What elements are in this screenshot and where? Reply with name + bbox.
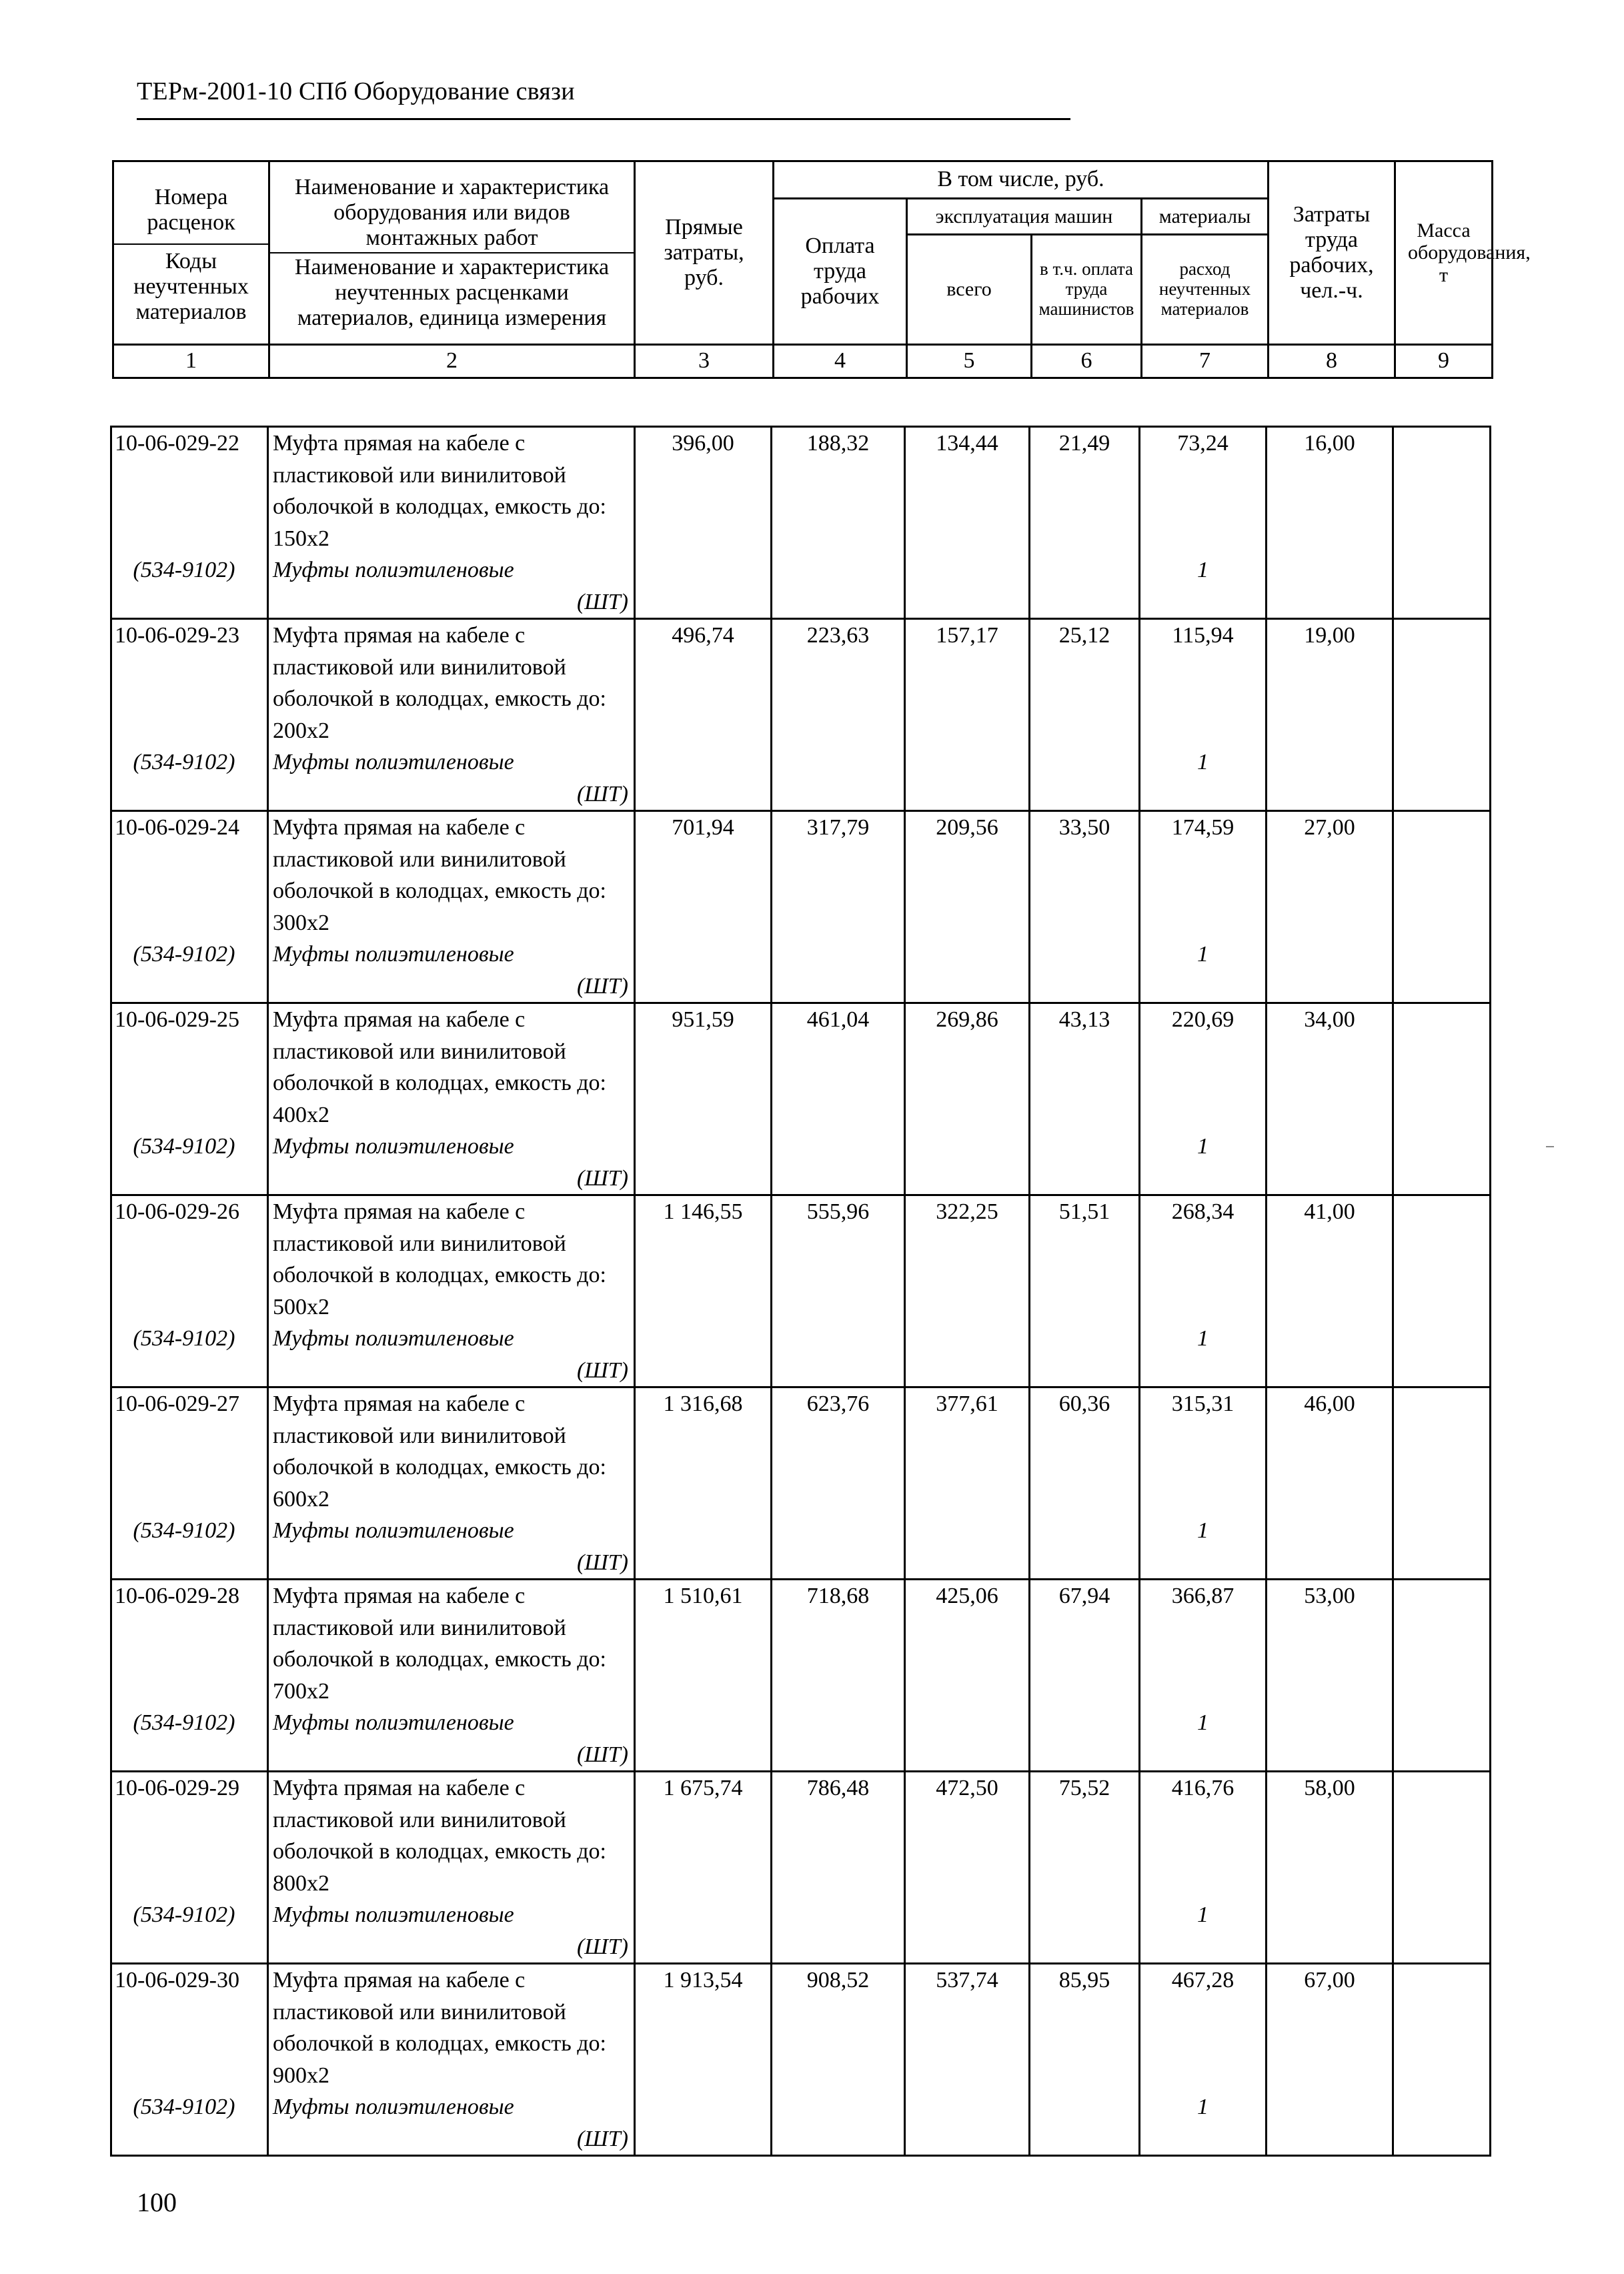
materials-cost: 73,24	[1140, 427, 1267, 555]
operators-pay: 33,50	[1030, 811, 1140, 939]
material-name: Муфты полиэтиленовые	[273, 558, 514, 582]
material-row	[111, 2091, 1491, 2156]
equipment-mass	[1393, 619, 1491, 747]
material-code: (534-9102)	[133, 1326, 235, 1351]
direct-cost: 1 675,74	[635, 1772, 772, 1900]
material-row	[111, 939, 1491, 1003]
operators-pay: 67,94	[1030, 1580, 1140, 1708]
header-incl-group: В том числе, руб.	[774, 161, 1269, 199]
header-machines-group: эксплуатация машин	[907, 199, 1142, 235]
equipment-mass	[1393, 1964, 1491, 2092]
table-row	[111, 1387, 1491, 1516]
direct-cost: 1 316,68	[635, 1387, 772, 1516]
header-col2-bottom: Наименование и характеристика неучтенных расценками материалов, единица измерения	[294, 255, 610, 331]
scan-mark	[1546, 1146, 1554, 1147]
materials-cost: 220,69	[1140, 1003, 1267, 1131]
material-code: (534-9102)	[133, 942, 235, 967]
document-title: ТЕРм-2001-10 СПб Оборудование связи	[137, 77, 575, 105]
materials-cost: 315,31	[1140, 1387, 1267, 1516]
material-unit: (ШТ)	[576, 2126, 628, 2151]
operators-pay: 43,13	[1030, 1003, 1140, 1131]
header-num: 9	[1395, 345, 1493, 378]
material-row	[111, 1899, 1491, 1964]
header-col5: всего	[907, 235, 1032, 345]
material-quantity: 1	[1197, 750, 1208, 774]
header-col6: в т.ч. оплата труда машинистов	[1032, 235, 1142, 345]
operators-pay: 60,36	[1030, 1387, 1140, 1516]
labor-pay: 188,32	[772, 427, 905, 555]
machines-total: 322,25	[905, 1195, 1030, 1323]
materials-cost: 416,76	[1140, 1772, 1267, 1900]
direct-cost: 951,59	[635, 1003, 772, 1131]
table-row	[111, 1772, 1491, 1900]
material-row	[111, 1131, 1491, 1195]
rate-code: 10-06-029-28	[111, 1580, 268, 1708]
operators-pay: 51,51	[1030, 1195, 1140, 1323]
labor-hours: 16,00	[1267, 427, 1393, 555]
material-unit: (ШТ)	[576, 1934, 628, 1959]
labor-pay: 223,63	[772, 619, 905, 747]
material-unit: (ШТ)	[576, 781, 628, 806]
header-materials-group: материалы	[1142, 199, 1269, 235]
material-quantity: 1	[1197, 1518, 1208, 1543]
material-unit: (ШТ)	[576, 1742, 628, 1767]
labor-hours: 27,00	[1267, 811, 1393, 939]
equipment-mass	[1393, 427, 1491, 555]
material-quantity: 1	[1197, 942, 1208, 967]
material-quantity: 1	[1197, 1326, 1208, 1351]
header-col1-bottom: Коды неучтенных материалов	[133, 248, 249, 325]
header-number-row	[113, 345, 1493, 378]
rate-code: 10-06-029-26	[111, 1195, 268, 1323]
machines-total: 425,06	[905, 1580, 1030, 1708]
machines-total: 134,44	[905, 427, 1030, 555]
labor-hours: 67,00	[1267, 1964, 1393, 2092]
direct-cost: 1 146,55	[635, 1195, 772, 1323]
direct-cost: 1 913,54	[635, 1964, 772, 2092]
material-name: Муфты полиэтиленовые	[273, 750, 514, 774]
material-name: Муфты полиэтиленовые	[273, 2095, 514, 2119]
rates-table	[110, 426, 1491, 2157]
material-quantity: 1	[1197, 1134, 1208, 1159]
labor-hours: 34,00	[1267, 1003, 1393, 1131]
header-num: 2	[269, 345, 635, 378]
labor-hours: 58,00	[1267, 1772, 1393, 1900]
rate-code: 10-06-029-29	[111, 1772, 268, 1900]
direct-cost: 496,74	[635, 619, 772, 747]
machines-total: 472,50	[905, 1772, 1030, 1900]
table-row	[111, 1580, 1491, 1708]
materials-cost: 366,87	[1140, 1580, 1267, 1708]
table-row	[111, 619, 1491, 747]
materials-cost: 115,94	[1140, 619, 1267, 747]
material-unit: (ШТ)	[576, 973, 628, 999]
material-name: Муфты полиэтиленовые	[273, 1134, 514, 1159]
header-num: 7	[1142, 345, 1269, 378]
header-col2-top: Наименование и характеристика оборудования или видов монтажных работ	[294, 174, 610, 250]
material-code: (534-9102)	[133, 1518, 235, 1543]
work-description: Муфта прямая на кабеле с пластиковой или винилитовой оболочкой в колодцах, емкость до: 500х2	[268, 1195, 635, 1323]
table-row	[111, 1195, 1491, 1323]
equipment-mass	[1393, 1772, 1491, 1900]
material-name: Муфты полиэтиленовые	[273, 1326, 514, 1351]
labor-hours: 53,00	[1267, 1580, 1393, 1708]
material-name: Муфты полиэтиленовые	[273, 1710, 514, 1735]
header-num: 8	[1269, 345, 1395, 378]
table-row	[111, 811, 1491, 939]
work-description: Муфта прямая на кабеле с пластиковой или винилитовой оболочкой в колодцах, емкость до: 300х2	[268, 811, 635, 939]
header-num: 1	[113, 345, 269, 378]
machines-total: 377,61	[905, 1387, 1030, 1516]
direct-cost: 701,94	[635, 811, 772, 939]
labor-pay: 555,96	[772, 1195, 905, 1323]
machines-total: 269,86	[905, 1003, 1030, 1131]
header-col3: Прямые затраты, руб.	[635, 161, 774, 345]
work-description: Муфта прямая на кабеле с пластиковой или винилитовой оболочкой в колодцах, емкость до: 700х2	[268, 1580, 635, 1708]
labor-pay: 786,48	[772, 1772, 905, 1900]
equipment-mass	[1393, 1003, 1491, 1131]
rate-code: 10-06-029-23	[111, 619, 268, 747]
table-header	[112, 160, 1531, 379]
materials-cost: 174,59	[1140, 811, 1267, 939]
material-code: (534-9102)	[133, 750, 235, 774]
work-description: Муфта прямая на кабеле с пластиковой или винилитовой оболочкой в колодцах, емкость до: 800х2	[268, 1772, 635, 1900]
material-name: Муфты полиэтиленовые	[273, 1518, 514, 1543]
material-unit: (ШТ)	[576, 1550, 628, 1575]
labor-hours: 41,00	[1267, 1195, 1393, 1323]
labor-pay: 461,04	[772, 1003, 905, 1131]
operators-pay: 21,49	[1030, 427, 1140, 555]
header-num: 3	[635, 345, 774, 378]
material-code: (534-9102)	[133, 1902, 235, 1927]
rate-code: 10-06-029-24	[111, 811, 268, 939]
material-unit: (ШТ)	[576, 589, 628, 614]
header-col1-top: Номера расценок	[147, 184, 235, 235]
material-row	[111, 1707, 1491, 1772]
direct-cost: 1 510,61	[635, 1580, 772, 1708]
material-unit: (ШТ)	[576, 1165, 628, 1191]
labor-hours: 19,00	[1267, 619, 1393, 747]
work-description: Муфта прямая на кабеле с пластиковой или винилитовой оболочкой в колодцах, емкость до: 900х2	[268, 1964, 635, 2092]
materials-cost: 467,28	[1140, 1964, 1267, 2092]
material-name: Муфты полиэтиленовые	[273, 1902, 514, 1927]
equipment-mass	[1393, 1195, 1491, 1323]
material-row	[111, 1323, 1491, 1387]
title-divider	[137, 118, 1070, 120]
header-num: 5	[907, 345, 1032, 378]
material-row	[111, 554, 1491, 619]
operators-pay: 75,52	[1030, 1772, 1140, 1900]
header-col9: Масса оборудования, т	[1395, 161, 1493, 345]
materials-cost: 268,34	[1140, 1195, 1267, 1323]
header-num: 4	[774, 345, 907, 378]
machines-total: 537,74	[905, 1964, 1030, 2092]
work-description: Муфта прямая на кабеле с пластиковой или винилитовой оболочкой в колодцах, емкость до: 400х2	[268, 1003, 635, 1131]
rate-code: 10-06-029-22	[111, 427, 268, 555]
table-row	[111, 427, 1491, 555]
work-description: Муфта прямая на кабеле с пластиковой или винилитовой оболочкой в колодцах, емкость до: 600х2	[268, 1387, 635, 1516]
equipment-mass	[1393, 1387, 1491, 1516]
work-description: Муфта прямая на кабеле с пластиковой или винилитовой оболочкой в колодцах, емкость до: 200х2	[268, 619, 635, 747]
labor-pay: 908,52	[772, 1964, 905, 2092]
labor-pay: 718,68	[772, 1580, 905, 1708]
material-quantity: 1	[1197, 1902, 1208, 1927]
labor-pay: 623,76	[772, 1387, 905, 1516]
material-row	[111, 1515, 1491, 1580]
rate-code: 10-06-029-30	[111, 1964, 268, 2092]
header-col4: Оплата труда рабочих	[774, 199, 907, 345]
material-code: (534-9102)	[133, 1710, 235, 1735]
header-col8: Затраты труда рабочих, чел.-ч.	[1269, 161, 1395, 345]
operators-pay: 85,95	[1030, 1964, 1140, 2092]
machines-total: 157,17	[905, 619, 1030, 747]
material-code: (534-9102)	[133, 1134, 235, 1159]
material-name: Муфты полиэтиленовые	[273, 942, 514, 967]
work-description: Муфта прямая на кабеле с пластиковой или винилитовой оболочкой в колодцах, емкость до: 150х2	[268, 427, 635, 555]
equipment-mass	[1393, 811, 1491, 939]
material-code: (534-9102)	[133, 2095, 235, 2119]
machines-total: 209,56	[905, 811, 1030, 939]
labor-pay: 317,79	[772, 811, 905, 939]
material-quantity: 1	[1197, 558, 1208, 582]
material-code: (534-9102)	[133, 558, 235, 582]
page-number: 100	[137, 2187, 177, 2217]
equipment-mass	[1393, 1580, 1491, 1708]
operators-pay: 25,12	[1030, 619, 1140, 747]
table-row	[111, 1964, 1491, 2092]
labor-hours: 46,00	[1267, 1387, 1393, 1516]
header-col1	[113, 161, 269, 345]
header-col7: расход неучтенных материалов	[1142, 235, 1269, 345]
table-row	[111, 1003, 1491, 1131]
material-row	[111, 746, 1491, 811]
rate-code: 10-06-029-27	[111, 1387, 268, 1516]
material-quantity: 1	[1197, 2095, 1208, 2119]
rate-code: 10-06-029-25	[111, 1003, 268, 1131]
material-unit: (ШТ)	[576, 1357, 628, 1383]
header-col2	[269, 161, 635, 345]
header-num: 6	[1032, 345, 1142, 378]
direct-cost: 396,00	[635, 427, 772, 555]
material-quantity: 1	[1197, 1710, 1208, 1735]
